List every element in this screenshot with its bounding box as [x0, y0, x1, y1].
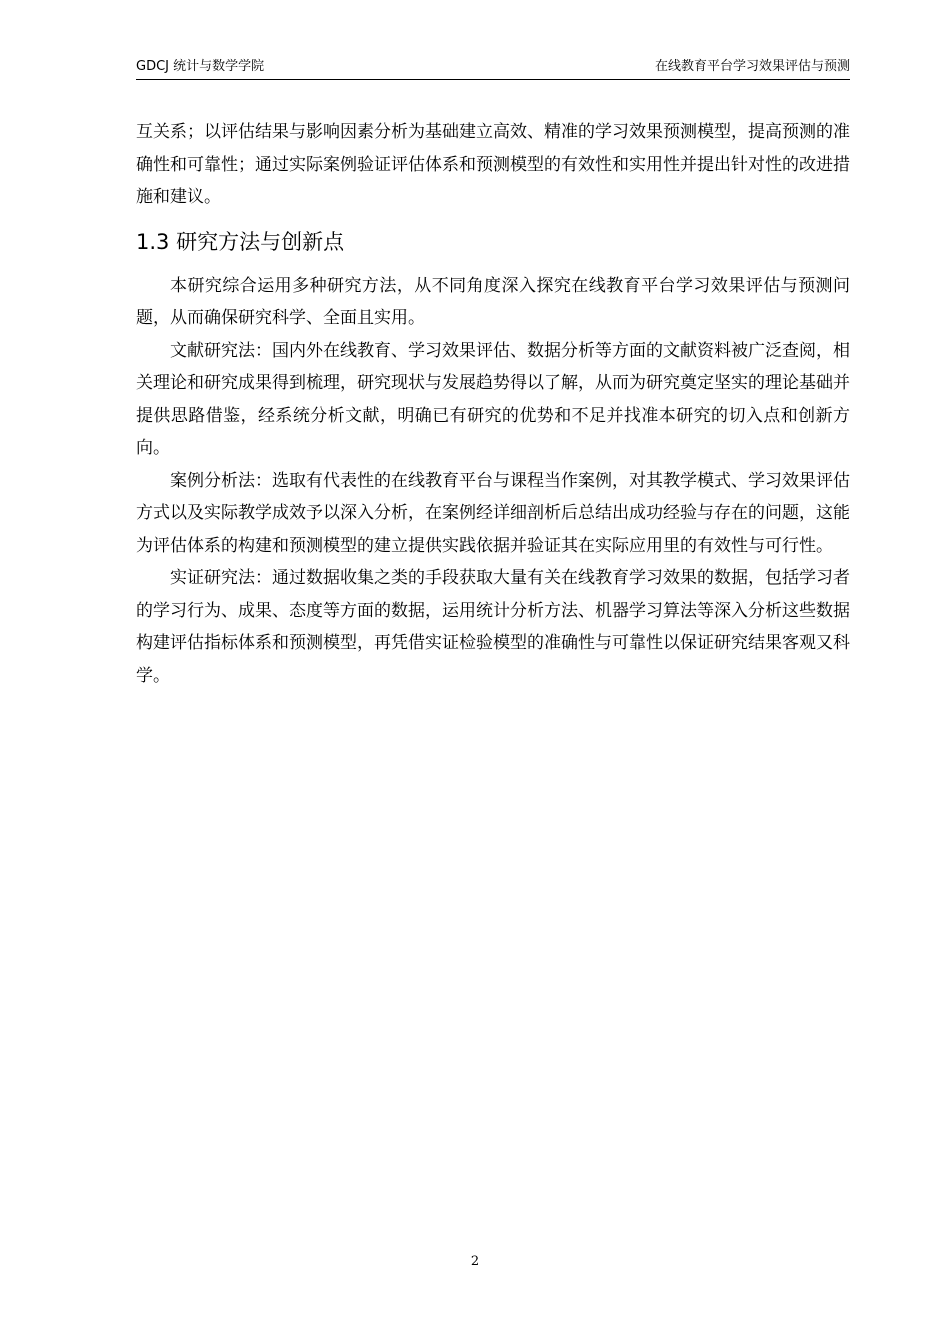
continuation-paragraph: 互关系；以评估结果与影响因素分析为基础建立高效、精准的学习效果预测模型，提高预测的准确性和可靠性；通过实际案例验证评估体系和预测模型的有效性和实用性并提出针对性的改进措施和建议。	[136, 122, 850, 207]
header-divider	[136, 79, 850, 80]
header-institution: GDCJ 统计与数学学院	[136, 59, 265, 74]
section-heading	[136, 220, 850, 264]
empirical-method-paragraph: 实证研究法：通过数据收集之类的手段获取大量有关在线教育学习效果的数据，包括学习者的学习行为、成果、态度等方面的数据，运用统计分析方法、机器学习算法等深入分析这些数据构建评估指标体系和预测模型，再凭借实证检验模型的准确性与可靠性以保证研究结果客观又科学。	[136, 568, 850, 686]
section-title: 研究方法与创新点	[176, 229, 345, 254]
page-number: 2	[470, 1254, 480, 1269]
literature-method-paragraph: 文献研究法：国内外在线教育、学习效果评估、数据分析等方面的文献资料被广泛查阅，相关理论和研究成果得到梳理，研究现状与发展趋势得以了解，从而为研究奠定坚实的理论基础并提供思路借鉴，经系统分析文献，明确已有研究的优势和不足并找准本研究的切入点和创新方向。	[136, 340, 850, 458]
page-header	[136, 56, 850, 78]
page-body	[136, 116, 850, 692]
section-number: 1.3	[136, 229, 170, 254]
header-document-title: 在线教育平台学习效果评估与预测	[654, 59, 850, 74]
case-analysis-paragraph: 案例分析法：选取有代表性的在线教育平台与课程当作案例，对其教学模式、学习效果评估方式以及实际教学成效予以深入分析，在案例经详细剖析后总结出成功经验与存在的问题，这能为评估体系的构建和预测模型的建立提供实践依据并验证其在实际应用里的有效性与可行性。	[136, 470, 850, 556]
intro-paragraph: 本研究综合运用多种研究方法，从不同角度深入探究在线教育平台学习效果评估与预测问题，从而确保研究科学、全面且实用。	[136, 275, 850, 328]
